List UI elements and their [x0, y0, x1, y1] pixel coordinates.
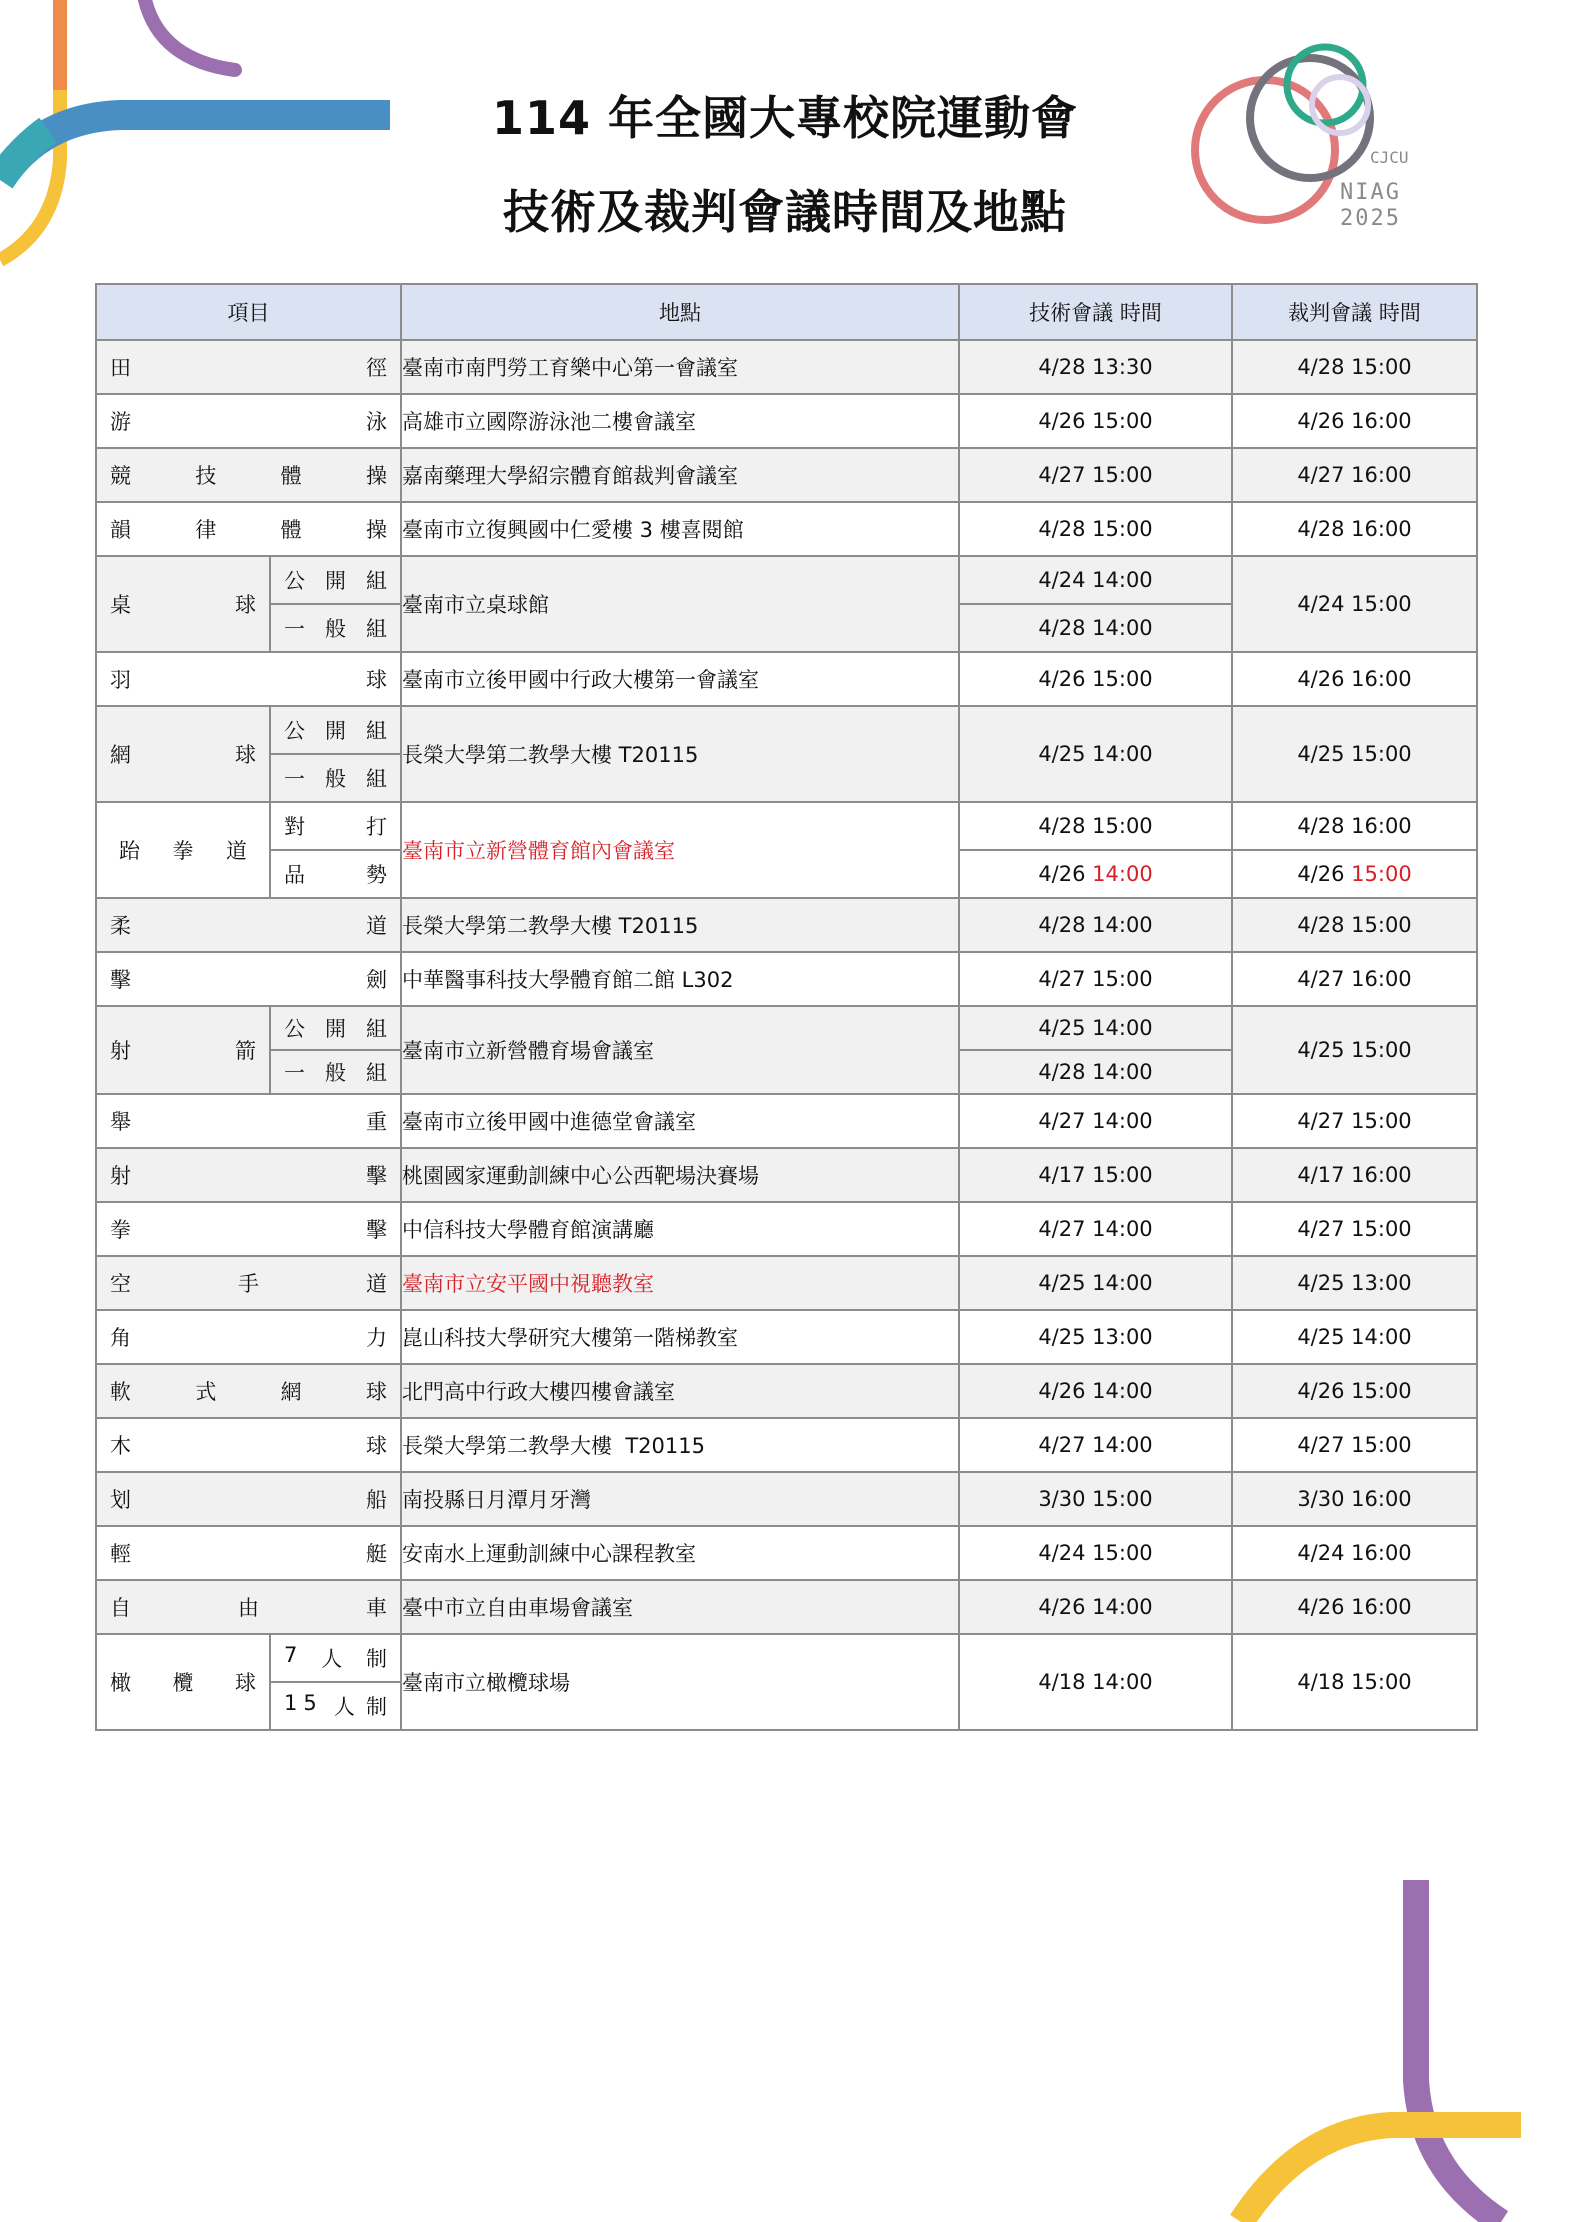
sub-char: 對	[284, 815, 305, 839]
judge-time-cell: 4/24 15:00	[1232, 556, 1477, 652]
sub-char: 打	[366, 815, 387, 839]
item-char: 泳	[366, 410, 387, 434]
sub-char: 般	[325, 767, 346, 791]
sub-char: 一	[284, 1061, 305, 1085]
logo-year: 2025	[1340, 206, 1401, 231]
venue-cell: 臺南市南門勞工育樂中心第一會議室	[401, 340, 959, 394]
venue-cell: 中華醫事科技大學體育館二館 L302	[401, 952, 959, 1006]
sub-char: 公	[284, 719, 305, 743]
item-char: 操	[365, 464, 387, 488]
tech-time-cell: 4/25 13:00	[959, 1310, 1232, 1364]
item-char: 游	[110, 410, 131, 434]
tech-time-cell	[959, 850, 1232, 898]
item-char: 擊	[366, 1164, 387, 1188]
item-char: 力	[366, 1326, 387, 1350]
venue-cell: 臺南市立後甲國中行政大樓第一會議室	[401, 652, 959, 706]
item-char: 欖	[172, 1671, 194, 1695]
table-row	[96, 502, 1477, 556]
corner-decoration-bottom-right	[1171, 1880, 1571, 2222]
venue-cell: 臺南市立復興國中仁愛樓 3 樓喜閱館	[401, 502, 959, 556]
item-char: 艇	[366, 1542, 387, 1566]
sub-char: 組	[366, 569, 387, 593]
tech-time-cell: 4/26 14:00	[959, 1364, 1232, 1418]
item-char: 道	[226, 839, 247, 863]
venue-cell: 桃園國家運動訓練中心公西靶場決賽場	[401, 1148, 959, 1202]
corner-decoration-top-left	[0, 0, 400, 300]
page-subtitle: 技術及裁判會議時間及地點	[503, 185, 1067, 239]
time-date: 4/26	[1038, 862, 1093, 886]
item-char: 球	[366, 668, 387, 692]
item-char: 自	[110, 1596, 131, 1620]
sub-char: 一	[284, 617, 305, 641]
item-char: 舉	[110, 1110, 131, 1134]
item-char: 球	[235, 1671, 256, 1695]
item-char: 手	[238, 1272, 259, 1296]
sub-char: 7	[284, 1643, 298, 1667]
judge-time-cell: 4/27 15:00	[1232, 1418, 1477, 1472]
item-char: 網	[280, 1380, 302, 1404]
venue-cell: 高雄市立國際游泳池二樓會議室	[401, 394, 959, 448]
venue-cell: 臺南市立橄欖球場	[401, 1634, 959, 1730]
tech-time-cell: 4/28 14:00	[959, 1050, 1232, 1094]
item-char: 式	[195, 1380, 217, 1404]
page-title: 114 年全國大專校院運動會	[491, 91, 1079, 145]
tech-time-cell: 4/25 14:00	[959, 1256, 1232, 1310]
sub-char: 品	[284, 863, 305, 887]
venue-cell: 北門高中行政大樓四樓會議室	[401, 1364, 959, 1418]
tech-time-cell: 4/28 13:30	[959, 340, 1232, 394]
judge-time-cell: 4/27 15:00	[1232, 1202, 1477, 1256]
judge-time-cell: 4/26 16:00	[1232, 652, 1477, 706]
logo-cjcu: CJCU	[1370, 148, 1409, 167]
header-item: 項目	[96, 284, 401, 340]
judge-time-cell: 4/17 16:00	[1232, 1148, 1477, 1202]
judge-time-cell: 4/28 16:00	[1232, 502, 1477, 556]
tech-time-cell: 4/28 15:00	[959, 802, 1232, 850]
item-char: 技	[195, 464, 217, 488]
item-char: 箭	[235, 1039, 256, 1063]
header-venue: 地點	[401, 284, 959, 340]
sub-char: 般	[325, 1061, 346, 1085]
venue-cell: 臺南市立新營體育場會議室	[401, 1006, 959, 1094]
tech-time-cell: 4/25 14:00	[959, 1006, 1232, 1050]
tech-time-cell: 4/24 14:00	[959, 556, 1232, 604]
tech-time-cell: 4/27 14:00	[959, 1094, 1232, 1148]
item-char: 球	[235, 593, 256, 617]
judge-time-cell: 4/28 15:00	[1232, 898, 1477, 952]
sub-char: 組	[366, 1061, 387, 1085]
table-row	[96, 706, 1477, 754]
item-char: 田	[110, 356, 131, 380]
table-row	[96, 556, 1477, 604]
tech-time-cell: 4/18 14:00	[959, 1634, 1232, 1730]
sub-char: 公	[284, 1017, 305, 1041]
header-tech-time: 技術會議 時間	[959, 284, 1232, 340]
venue-cell: 臺南市立安平國中視聽教室	[401, 1256, 959, 1310]
item-char: 擊	[366, 1218, 387, 1242]
tech-time-cell: 3/30 15:00	[959, 1472, 1232, 1526]
table-row	[96, 652, 1477, 706]
sub-char: 組	[366, 767, 387, 791]
tech-time-cell: 4/25 14:00	[959, 706, 1232, 802]
item-char: 射	[110, 1164, 131, 1188]
item-char: 木	[110, 1434, 131, 1458]
item-char: 橄	[110, 1671, 131, 1695]
sub-char: 組	[366, 1017, 387, 1041]
venue-cell: 臺南市立新營體育館內會議室	[401, 802, 959, 898]
item-char: 競	[110, 464, 131, 488]
table-row	[96, 448, 1477, 502]
sub-char: 開	[325, 569, 346, 593]
tech-time-cell: 4/28 14:00	[959, 898, 1232, 952]
judge-time-cell: 4/28 16:00	[1232, 802, 1477, 850]
table-row	[96, 952, 1477, 1006]
table-row	[96, 898, 1477, 952]
sub-char: 開	[325, 719, 346, 743]
item-char: 體	[280, 464, 302, 488]
venue-cell: 中信科技大學體育館演講廳	[401, 1202, 959, 1256]
venue-cell: 崑山科技大學研究大樓第一階梯教室	[401, 1310, 959, 1364]
judge-time-cell: 4/26 15:00	[1232, 1364, 1477, 1418]
judge-time-cell: 4/25 13:00	[1232, 1256, 1477, 1310]
item-char: 由	[238, 1596, 259, 1620]
tech-time-cell: 4/26 14:00	[959, 1580, 1232, 1634]
table-row	[96, 1256, 1477, 1310]
sub-char: 人	[333, 1695, 355, 1719]
judge-time-cell	[1232, 850, 1477, 898]
table-row	[96, 1006, 1477, 1050]
judge-time-cell: 4/25 14:00	[1232, 1310, 1477, 1364]
schedule-table	[95, 283, 1478, 1731]
tech-time-cell: 4/24 15:00	[959, 1526, 1232, 1580]
item-char: 軟	[110, 1380, 131, 1404]
judge-time-cell: 3/30 16:00	[1232, 1472, 1477, 1526]
table-row	[96, 1094, 1477, 1148]
logo-niag: NIAG	[1340, 180, 1401, 205]
table-row	[96, 802, 1477, 850]
sub-char: 組	[366, 617, 387, 641]
time-value-highlight: 14:00	[1092, 862, 1153, 886]
judge-time-cell: 4/28 15:00	[1232, 340, 1477, 394]
venue-cell: 臺南市立後甲國中進德堂會議室	[401, 1094, 959, 1148]
tech-time-cell: 4/27 15:00	[959, 952, 1232, 1006]
judge-time-cell: 4/26 16:00	[1232, 1580, 1477, 1634]
tech-time-cell: 4/27 14:00	[959, 1202, 1232, 1256]
tech-time-cell: 4/26 15:00	[959, 394, 1232, 448]
sub-char: 般	[325, 617, 346, 641]
item-char: 網	[110, 743, 131, 767]
item-char: 操	[365, 518, 387, 542]
item-char: 劍	[366, 968, 387, 992]
item-char: 划	[110, 1488, 131, 1512]
sub-char: 人	[321, 1647, 343, 1671]
header-judge-time: 裁判會議 時間	[1232, 284, 1477, 340]
tech-time-cell: 4/27 15:00	[959, 448, 1232, 502]
sub-char: 制	[365, 1695, 387, 1719]
judge-time-cell: 4/27 15:00	[1232, 1094, 1477, 1148]
table-row	[96, 394, 1477, 448]
sub-char: 15	[284, 1691, 323, 1715]
judge-time-cell: 4/27 16:00	[1232, 952, 1477, 1006]
item-char: 道	[366, 1272, 387, 1296]
sub-char: 勢	[366, 863, 387, 887]
sub-char: 組	[366, 719, 387, 743]
sub-char: 制	[366, 1647, 387, 1671]
table-row	[96, 1202, 1477, 1256]
item-char: 跆	[119, 839, 140, 863]
item-char: 空	[110, 1272, 131, 1296]
item-char: 拳	[172, 839, 194, 863]
item-char: 柔	[110, 914, 131, 938]
item-char: 道	[366, 914, 387, 938]
item-char: 律	[195, 518, 217, 542]
table-row	[96, 1472, 1477, 1526]
time-date: 4/26	[1297, 862, 1352, 886]
judge-time-cell: 4/24 16:00	[1232, 1526, 1477, 1580]
item-char: 羽	[110, 668, 131, 692]
tech-time-cell: 4/26 15:00	[959, 652, 1232, 706]
table-row	[96, 1580, 1477, 1634]
venue-cell: 長榮大學第二教學大樓 T20115	[401, 706, 959, 802]
judge-time-cell: 4/25 15:00	[1232, 1006, 1477, 1094]
sub-char: 開	[325, 1017, 346, 1041]
item-char: 球	[366, 1434, 387, 1458]
sub-char: 公	[284, 569, 305, 593]
item-char: 球	[235, 743, 256, 767]
item-char: 角	[110, 1326, 131, 1350]
tech-time-cell: 4/28 14:00	[959, 604, 1232, 652]
item-char: 射	[110, 1039, 131, 1063]
sub-char: 一	[284, 767, 305, 791]
judge-time-cell: 4/18 15:00	[1232, 1634, 1477, 1730]
time-value-highlight: 15:00	[1351, 862, 1412, 886]
venue-cell: 長榮大學第二教學大樓 T20115	[401, 1418, 959, 1472]
table-row	[96, 1310, 1477, 1364]
venue-cell: 嘉南藥理大學紹宗體育館裁判會議室	[401, 448, 959, 502]
item-char: 重	[366, 1110, 387, 1134]
item-char: 車	[366, 1596, 387, 1620]
item-char: 擊	[110, 968, 131, 992]
item-char: 體	[280, 518, 302, 542]
tech-time-cell: 4/28 15:00	[959, 502, 1232, 556]
item-char: 拳	[110, 1218, 131, 1242]
judge-time-cell: 4/25 15:00	[1232, 706, 1477, 802]
table-row	[96, 1634, 1477, 1682]
table-row	[96, 1148, 1477, 1202]
judge-time-cell: 4/27 16:00	[1232, 448, 1477, 502]
tech-time-cell: 4/27 14:00	[959, 1418, 1232, 1472]
table-header-row	[96, 284, 1477, 340]
judge-time-cell: 4/26 16:00	[1232, 394, 1477, 448]
table-row	[96, 1364, 1477, 1418]
item-char: 輕	[110, 1542, 131, 1566]
item-char: 桌	[110, 593, 131, 617]
item-char: 球	[365, 1380, 387, 1404]
venue-cell: 長榮大學第二教學大樓 T20115	[401, 898, 959, 952]
table-row	[96, 340, 1477, 394]
item-char: 韻	[110, 518, 131, 542]
item-char: 徑	[366, 356, 387, 380]
venue-cell: 南投縣日月潭月牙灣	[401, 1472, 959, 1526]
table-row	[96, 1526, 1477, 1580]
venue-cell: 安南水上運動訓練中心課程教室	[401, 1526, 959, 1580]
tech-time-cell: 4/17 15:00	[959, 1148, 1232, 1202]
venue-cell: 臺中市立自由車場會議室	[401, 1580, 959, 1634]
table-row	[96, 1418, 1477, 1472]
item-char: 船	[366, 1488, 387, 1512]
venue-cell: 臺南市立桌球館	[401, 556, 959, 652]
